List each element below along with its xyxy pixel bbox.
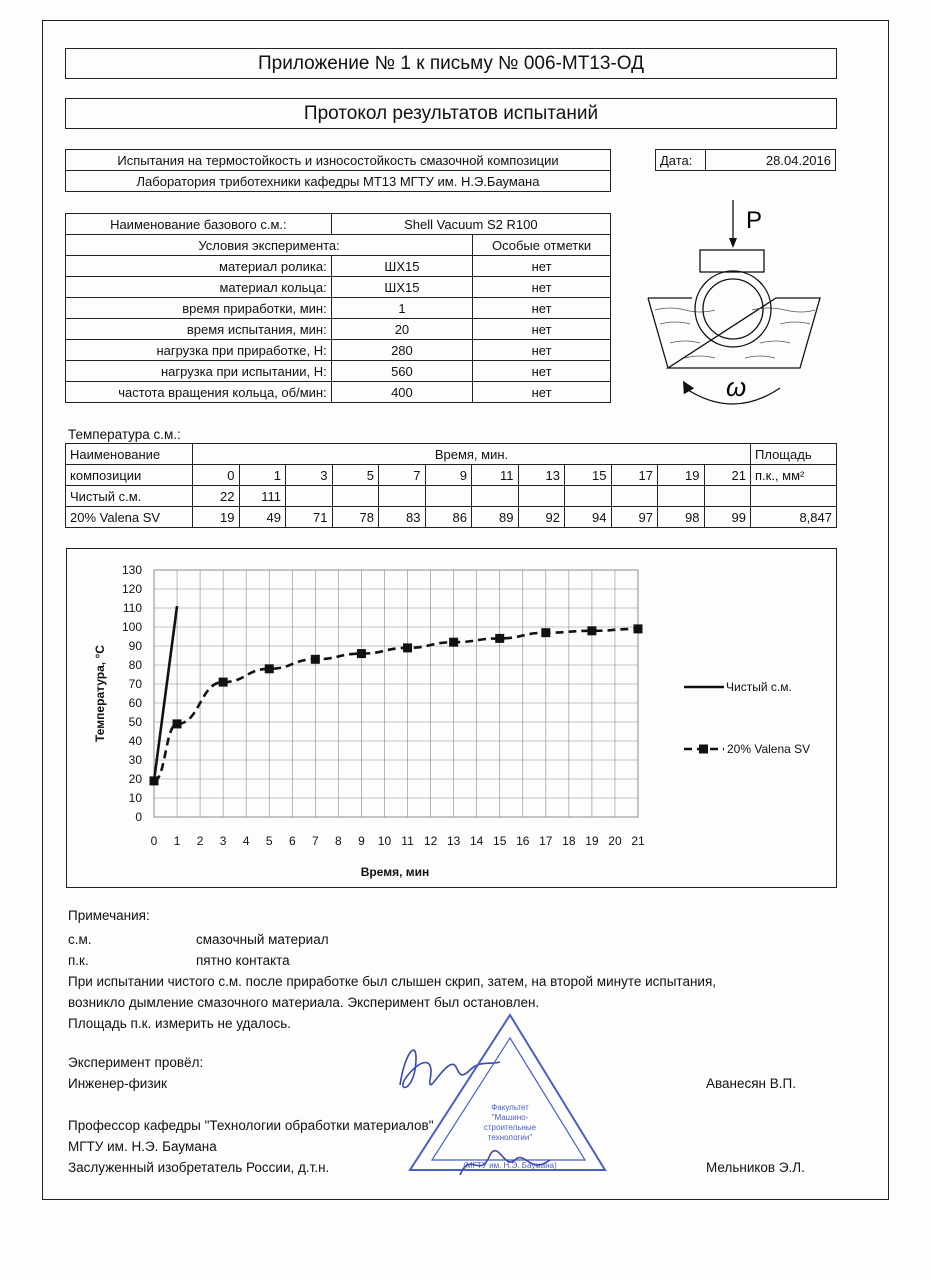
temperature-cell: 83 xyxy=(379,507,426,528)
temperature-cell: 78 xyxy=(332,507,379,528)
legend-label-valena: 20% Valena SV xyxy=(727,742,811,756)
info-line-1: Испытания на термостойкость и износостойкость смазочной композиции xyxy=(66,150,611,171)
data-point-valena xyxy=(357,649,366,658)
cond-label: нагрузка при приработке, Н: xyxy=(66,340,332,361)
date-label: Дата: xyxy=(656,150,706,171)
x-tick-label: 18 xyxy=(562,834,576,848)
appendix-title: Приложение № 1 к письму № 006-МТ13-ОД xyxy=(65,48,837,79)
time-col-header: 13 xyxy=(518,465,565,486)
cond-value: 1 xyxy=(331,298,472,319)
x-tick-label: 3 xyxy=(219,834,227,848)
time-col-header: 17 xyxy=(611,465,658,486)
time-col-header: 21 xyxy=(704,465,751,486)
temperature-cell xyxy=(425,486,472,507)
temperature-cell xyxy=(379,486,426,507)
x-tick-label: 17 xyxy=(539,834,553,848)
temperature-cell: 92 xyxy=(518,507,565,528)
temperature-cell xyxy=(518,486,565,507)
load-label: P xyxy=(746,207,763,234)
cond-value: 280 xyxy=(331,340,472,361)
conditions-table xyxy=(65,213,611,403)
load-arrow-head xyxy=(729,238,737,248)
area-header: п.к., мм² xyxy=(751,465,837,486)
x-tick-label: 15 xyxy=(493,834,507,848)
cond-note: нет xyxy=(473,361,611,382)
test-scheme-diagram xyxy=(640,198,830,413)
roller-block xyxy=(700,250,764,272)
table-row xyxy=(66,486,837,507)
temperature-cell xyxy=(704,486,751,507)
notes-line-1: При испытании чистого с.м. после приработке был слышен скрип, затем, на второй минуте испытания, xyxy=(68,974,717,989)
temperature-table xyxy=(65,443,837,528)
stamp-text-5: (МГТУ им. Н.Э. Баумана) xyxy=(463,1161,557,1170)
y-tick-label: 10 xyxy=(128,791,142,805)
time-header: Время, мин. xyxy=(193,444,751,465)
x-tick-label: 6 xyxy=(288,834,296,848)
temperature-cell: 98 xyxy=(658,507,705,528)
base-value: Shell Vacuum S2 R100 xyxy=(331,214,610,235)
cond-note: нет xyxy=(473,277,611,298)
plot-area xyxy=(154,570,638,817)
x-tick-label: 7 xyxy=(311,834,319,848)
contact-area-cell xyxy=(751,486,837,507)
y-tick-label: 100 xyxy=(121,620,142,634)
info-line-2: Лаборатория триботехники кафедры МТ13 МГТУ им. Н.Э.Баумана xyxy=(66,171,611,192)
table-row xyxy=(66,507,837,528)
temperature-chart xyxy=(67,549,836,887)
x-tick-label: 0 xyxy=(150,834,158,848)
info-table xyxy=(65,149,611,192)
composition-name: Чистый с.м. xyxy=(66,486,193,507)
x-tick-label: 4 xyxy=(242,834,250,848)
base-label: Наименование базового с.м.: xyxy=(66,214,332,235)
time-col-header: 1 xyxy=(239,465,286,486)
name-header: композиции xyxy=(66,465,193,486)
temperature-cell: 19 xyxy=(193,507,240,528)
cond-label: материал ролика: xyxy=(66,256,332,277)
chart-grid xyxy=(154,570,638,817)
time-col-header: 9 xyxy=(425,465,472,486)
y-tick-label: 60 xyxy=(128,696,142,710)
x-tick-label: 14 xyxy=(469,834,484,848)
data-point-valena xyxy=(311,655,320,664)
chart-legend xyxy=(684,680,810,756)
legend-marker-valena xyxy=(699,745,708,754)
x-tick-label: 13 xyxy=(446,834,461,848)
cond-value: 20 xyxy=(331,319,472,340)
data-point-valena xyxy=(403,643,412,652)
stamp-text-1: Факультет xyxy=(491,1103,529,1112)
temperature-cell: 94 xyxy=(565,507,612,528)
composition-name: 20% Valena SV xyxy=(66,507,193,528)
cond-label: нагрузка при испытании, Н: xyxy=(66,361,332,382)
cond-note: нет xyxy=(473,319,611,340)
cond-value: 400 xyxy=(331,382,472,403)
conducted-label: Эксперимент провёл: xyxy=(68,1055,204,1070)
x-tick-label: 5 xyxy=(265,834,273,848)
x-axis-label: Время, мин xyxy=(360,865,430,879)
professor-name: Мельников Э.Л. xyxy=(706,1160,805,1175)
temperature-cell xyxy=(658,486,705,507)
cond-note: нет xyxy=(473,256,611,277)
x-tick-label: 9 xyxy=(358,834,365,848)
y-tick-label: 50 xyxy=(128,715,142,729)
cond-note: нет xyxy=(473,340,611,361)
abbr-term: п.к. xyxy=(68,953,89,968)
cond-label: время испытания, мин: xyxy=(66,319,332,340)
temperature-cell xyxy=(611,486,658,507)
cond-value: 560 xyxy=(331,361,472,382)
x-tick-label: 19 xyxy=(585,834,599,848)
date-table xyxy=(655,149,836,171)
time-col-header: 11 xyxy=(472,465,519,486)
y-tick-label: 130 xyxy=(121,563,142,577)
cond-label: время приработки, мин: xyxy=(66,298,332,319)
chart-series xyxy=(150,606,643,785)
engineer-role: Инженер-физик xyxy=(68,1076,167,1091)
y-tick-label: 90 xyxy=(128,639,142,653)
data-point-valena xyxy=(634,624,643,633)
stamp-triangle-outer xyxy=(410,1015,605,1170)
series-line-valena xyxy=(154,629,638,781)
x-tick-label: 21 xyxy=(631,834,645,848)
time-col-header: 19 xyxy=(658,465,705,486)
cond-note: нет xyxy=(473,382,611,403)
date-value: 28.04.2016 xyxy=(706,150,836,171)
x-tick-label: 8 xyxy=(335,834,342,848)
abbr-term: с.м. xyxy=(68,932,92,947)
data-point-valena xyxy=(173,719,182,728)
stamp-text-3: строительные xyxy=(483,1123,537,1132)
data-point-valena xyxy=(150,776,159,785)
temperature-cell xyxy=(332,486,379,507)
temperature-cell: 99 xyxy=(704,507,751,528)
cond-value: ШХ15 xyxy=(331,277,472,298)
omega-label: ω xyxy=(726,372,747,402)
abbr-def: смазочный материал xyxy=(196,932,329,947)
x-tick-label: 20 xyxy=(608,834,622,848)
engineer-signature xyxy=(400,1050,500,1087)
name-header: Наименование xyxy=(66,444,193,465)
professor-line-2: МГТУ им. Н.Э. Баумана xyxy=(68,1139,217,1154)
protocol-title: Протокол результатов испытаний xyxy=(65,98,837,129)
engineer-name: Аванесян В.П. xyxy=(706,1076,796,1091)
x-tick-label: 11 xyxy=(401,834,414,848)
data-point-valena xyxy=(495,634,504,643)
professor-line-3: Заслуженный изобретатель России, д.т.н. xyxy=(68,1160,330,1175)
y-tick-label: 110 xyxy=(122,601,142,615)
cond-label: частота вращения кольца, об/мин: xyxy=(66,382,332,403)
data-point-valena xyxy=(587,626,596,635)
area-header: Площадь xyxy=(751,444,837,465)
y-tick-label: 30 xyxy=(128,753,142,767)
y-tick-label: 70 xyxy=(128,677,142,691)
notes-line-2: возникло дымление смазочного материала. Эксперимент был остановлен. xyxy=(68,995,540,1010)
temperature-cell: 89 xyxy=(472,507,519,528)
professor-line-1: Профессор кафедры "Технологии обработки материалов" xyxy=(68,1118,434,1133)
y-axis-label: Температура, °С xyxy=(93,645,107,742)
temperature-cell: 71 xyxy=(286,507,333,528)
notes-line-3: Площадь п.к. измерить не удалось. xyxy=(68,1016,291,1031)
stamp-and-signatures xyxy=(380,1010,610,1195)
y-tick-label: 0 xyxy=(135,810,142,824)
time-col-header: 7 xyxy=(379,465,426,486)
abbr-def: пятно контакта xyxy=(196,953,290,968)
legend-label-pure: Чистый с.м. xyxy=(726,680,792,694)
x-tick-label: 10 xyxy=(377,834,392,848)
notes-heading: Примечания: xyxy=(68,908,150,923)
y-tick-label: 20 xyxy=(128,772,142,786)
temperature-cell xyxy=(565,486,612,507)
stamp-text-2: "Машино- xyxy=(491,1113,529,1122)
x-tick-label: 12 xyxy=(423,834,438,848)
data-point-valena xyxy=(219,678,228,687)
notes-header: Особые отметки xyxy=(473,235,611,256)
time-col-header: 5 xyxy=(332,465,379,486)
cond-note: нет xyxy=(473,298,611,319)
time-col-header: 15 xyxy=(565,465,612,486)
x-tick-label: 16 xyxy=(516,834,530,848)
cond-value: ШХ15 xyxy=(331,256,472,277)
temperature-cell: 22 xyxy=(193,486,240,507)
stamp-text-4: технологии" xyxy=(487,1133,533,1142)
x-tick-label: 2 xyxy=(196,834,204,848)
y-tick-label: 40 xyxy=(128,734,142,748)
ring-inner xyxy=(703,279,763,339)
time-col-header: 3 xyxy=(286,465,333,486)
data-point-valena xyxy=(541,628,550,637)
y-tick-label: 120 xyxy=(121,582,142,596)
contact-area-cell: 8,847 xyxy=(751,507,837,528)
temperature-cell: 97 xyxy=(611,507,658,528)
y-tick-label: 80 xyxy=(128,658,142,672)
temperature-cell: 86 xyxy=(425,507,472,528)
x-tick-label: 1 xyxy=(173,834,181,848)
data-point-valena xyxy=(449,638,458,647)
oil-waves xyxy=(655,308,815,358)
temperature-cell xyxy=(286,486,333,507)
temperature-cell: 111 xyxy=(239,486,286,507)
temperature-cell xyxy=(472,486,519,507)
temperature-cell: 49 xyxy=(239,507,286,528)
conditions-header: Условия эксперимента: xyxy=(66,235,473,256)
cond-label: материал кольца: xyxy=(66,277,332,298)
temperature-caption: Температура с.м.: xyxy=(68,427,181,442)
data-point-valena xyxy=(265,664,274,673)
time-col-header: 0 xyxy=(193,465,240,486)
